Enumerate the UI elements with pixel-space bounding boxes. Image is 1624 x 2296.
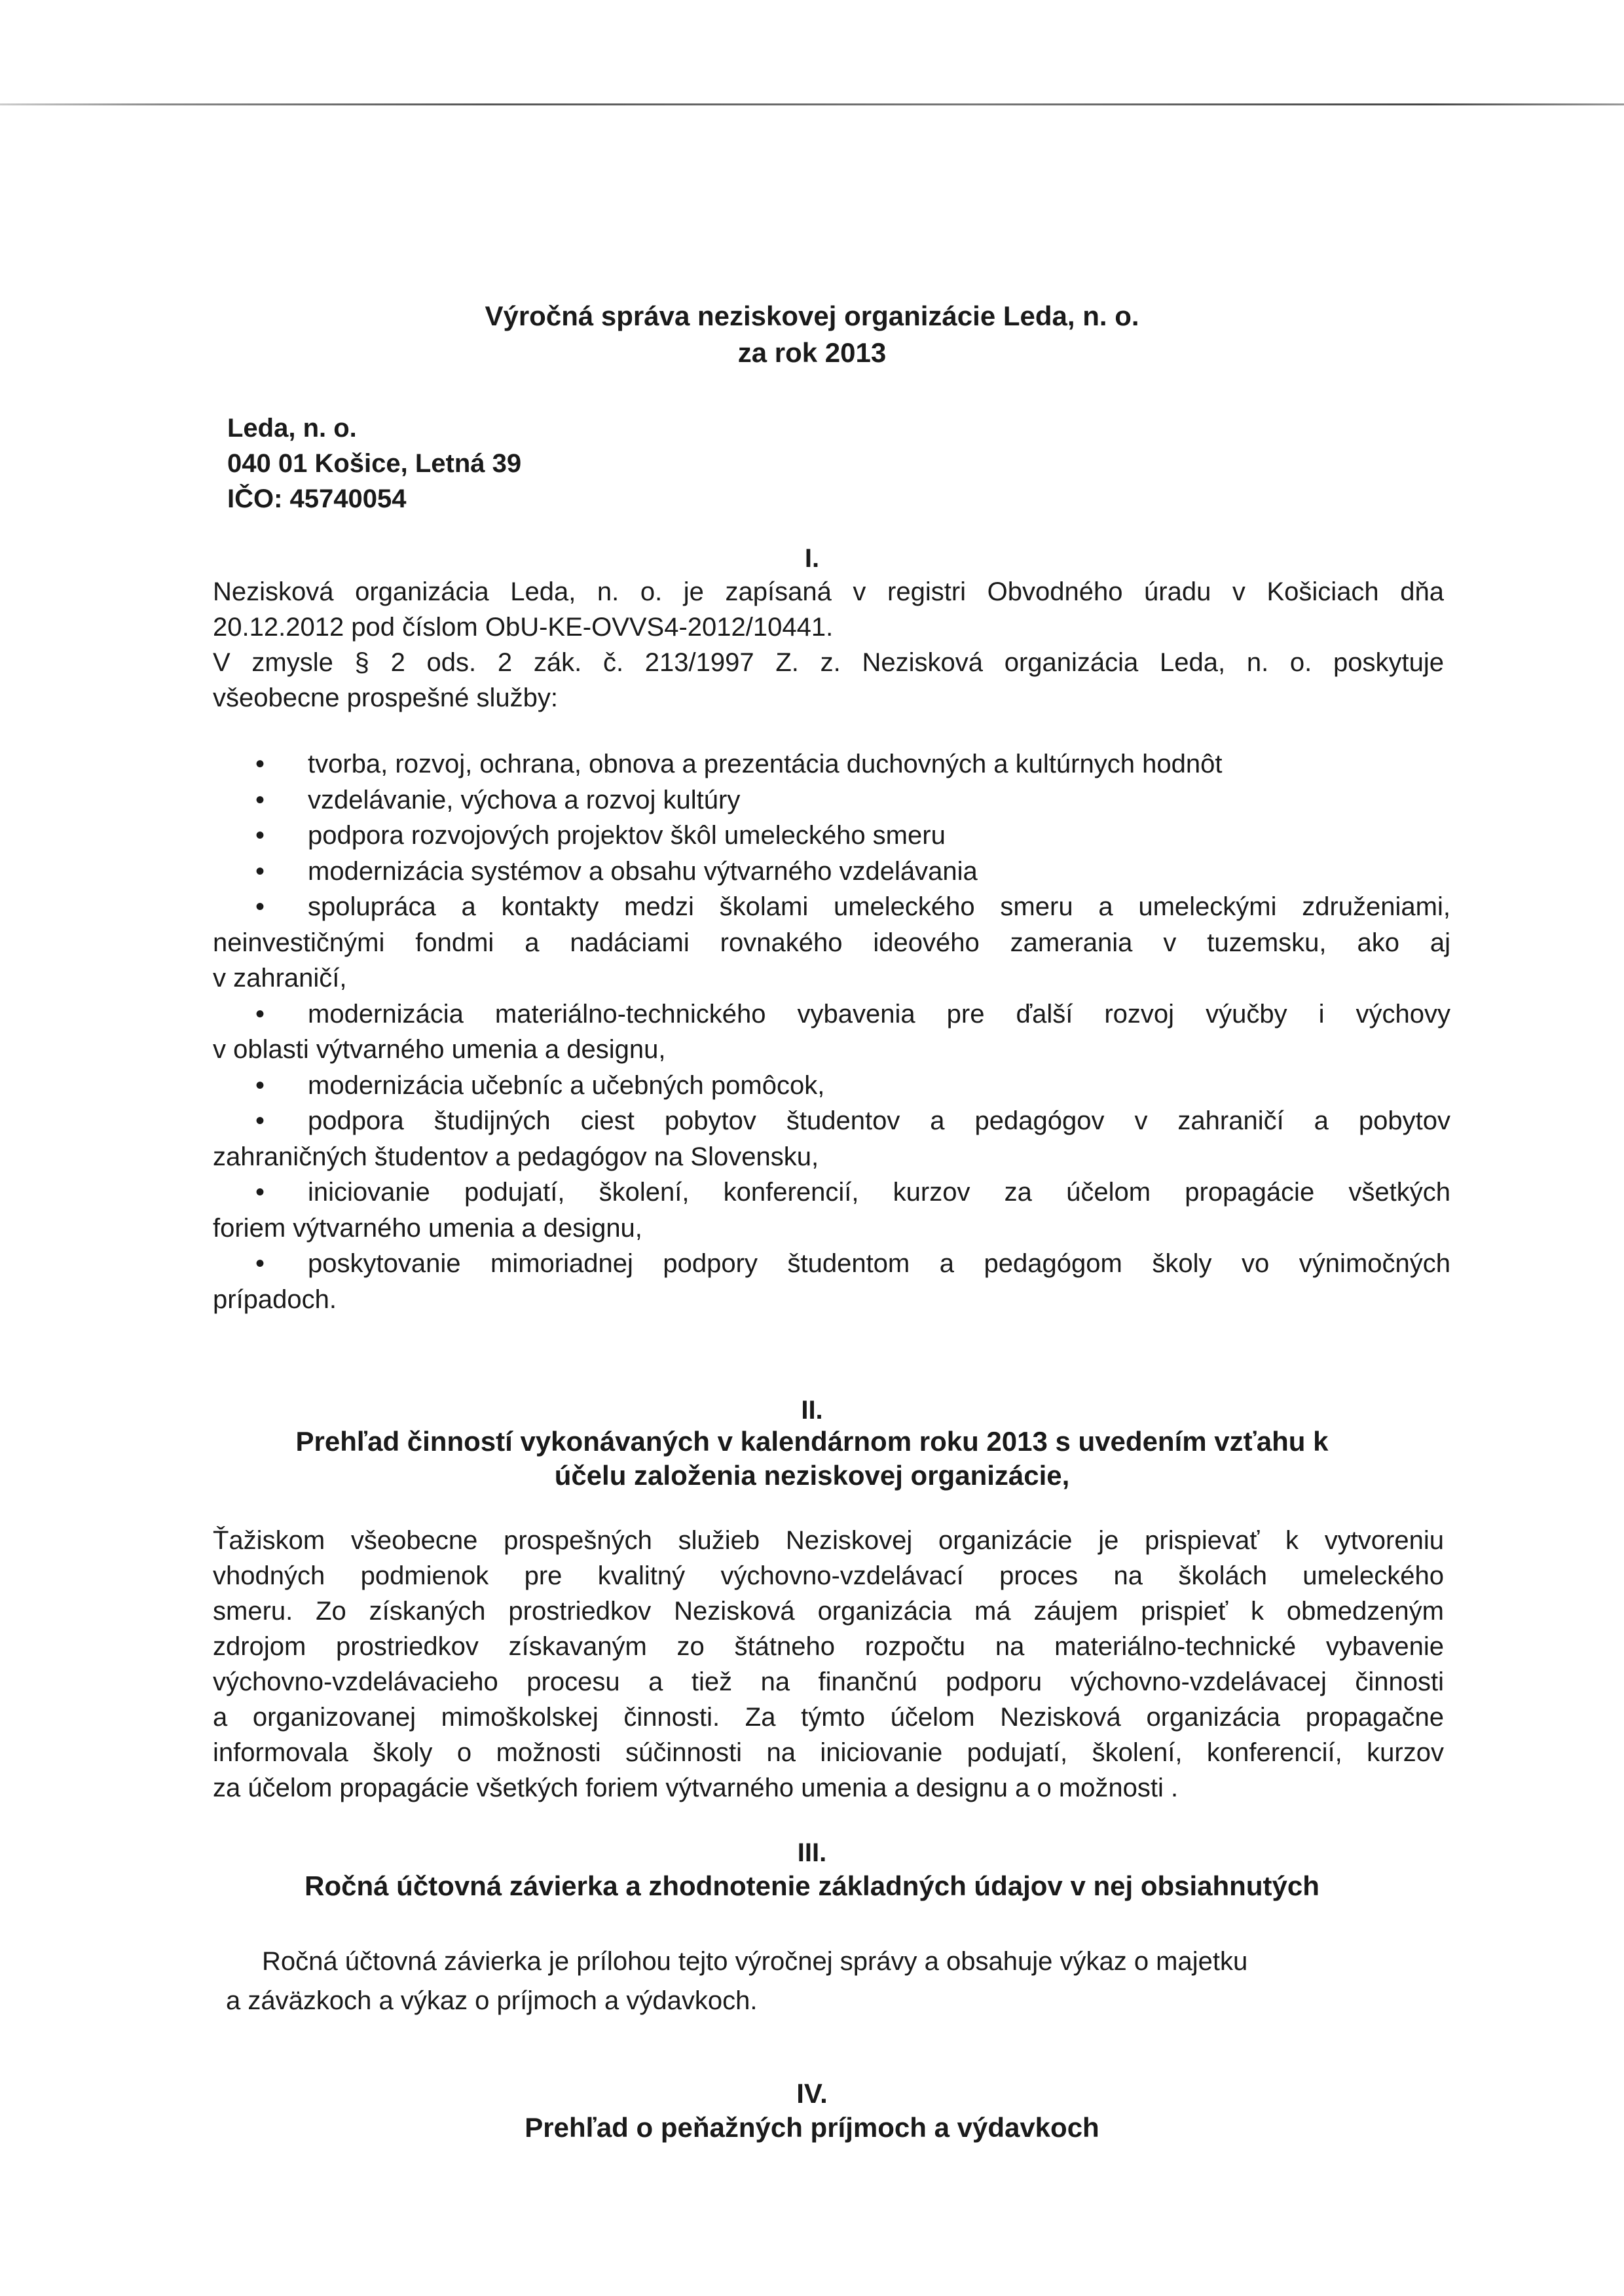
section-3-paragraph [226,1942,1444,2020]
service-bullet-item [213,818,1450,854]
bullet-text: neinvestičnými fondmi a nadáciami rovnakého ideového zamerania v tuzemsku, ako aj [213,928,1450,957]
paragraph-line: Nezisková organizácia Leda, n. o. je zapísaná v registri Obvodného úradu v Košiciach dňa [213,577,1444,606]
paragraph-line: 20.12.2012 pod číslom ObU-KE-OVVS4-2012/10441. [213,613,834,642]
paragraph-line: informovala školy o možnosti súčinnosti na iniciovanie podujatí, školení, konferencií, kurzov [213,1738,1444,1767]
bullet-icon: • [255,1178,265,1207]
bullet-icon: • [255,856,265,886]
bullet-text: prípadoch. [213,1285,337,1314]
paragraph-line: smeru. Zo získaných prostriedkov Nezisková organizácia má záujem prispieť k obmedzeným [213,1597,1444,1626]
service-bullet-item [213,854,1450,890]
paragraph-line: a organizovanej mimoškolskej činnosti. Za týmto účelom Nezisková organizácia propagačne [213,1703,1444,1732]
bullet-line [213,1175,1450,1211]
bullet-text: podpora študijných ciest pobytov študentov a pedagógov v zahraničí a pobytov [308,1106,1450,1135]
bullet-line [213,1246,1450,1282]
paragraph-line: vhodných podmienok pre kvalitný výchovno-vzdelávací proces na školách umeleckého [213,1561,1444,1590]
paragraph-line: výchovno-vzdelávacieho procesu a tiež na finančnú podporu výchovno-vzdelávacej činnosti [213,1667,1444,1696]
section-2-paragraph [213,1523,1444,1806]
paragraph-line: V zmysle § 2 ods. 2 zák. č. 213/1997 Z. z. Nezisková organizácia Leda, n. o. poskytuje [213,648,1444,677]
services-bullet-list [213,746,1450,1317]
title-line-2: za rok 2013 [737,337,887,368]
bullet-text: modernizácia materiálno-technického vybavenia pre ďalší rozvoj výučby i výchovy [308,999,1450,1029]
bullet-line [213,1068,1450,1104]
bullet-text: poskytovanie mimoriadnej podpory študentom a pedagógom školy vo výnimočných [308,1249,1450,1278]
paragraph-line: Ťažiskom všeobecne prospešných služieb Neziskovej organizácie je prispievať k vytvoreniu [213,1526,1444,1555]
bullet-text: vzdelávanie, výchova a rozvoj kultúry [308,785,741,814]
service-bullet-item [213,746,1450,782]
section-2-number: II. [801,1396,823,1425]
bullet-icon: • [255,1070,265,1100]
paragraph-line: Ročná účtovná závierka je prílohou tejto výročnej správy a obsahuje výkaz o majetku [262,1947,1248,1976]
heading-line: účelu založenia neziskovej organizácie, [554,1460,1070,1491]
bullet-continuation-line [213,1032,1450,1068]
section-4-heading: Prehľad o peňažných príjmoch a výdavkoch [525,2112,1099,2143]
heading-line: Prehľad činností vykonávaných v kalendárnom roku 2013 s uvedením vzťahu k [295,1426,1329,1457]
bullet-icon: • [255,1249,265,1278]
bullet-icon: • [255,999,265,1029]
org-address: 040 01 Košice, Letná 39 [227,449,522,478]
bullet-icon: • [255,1106,265,1135]
section-4-number: IV. [796,2078,828,2109]
scan-edge-line [0,103,1624,105]
paragraph-line: všeobecne prospešné služby: [213,683,558,712]
address-block [227,410,521,517]
section-2-heading [0,1425,1624,1493]
section-3-heading: Ročná účtovná závierka a zhodnotenie základných údajov v nej obsiahnutých [304,1870,1320,1901]
bullet-text: foriem výtvarného umenia a designu, [213,1213,642,1243]
bullet-line [213,1103,1450,1139]
service-bullet-item [213,1175,1450,1246]
bullet-text: v zahraničí, [213,964,347,993]
bullet-line [213,854,1450,890]
bullet-continuation-line [213,1139,1450,1175]
service-bullet-item [213,889,1450,996]
bullet-text: v oblasti výtvarného umenia a designu, [213,1035,666,1064]
bullet-text: spolupráca a kontakty medzi školami umeleckého smeru a umeleckými združeniami, [308,892,1450,921]
service-bullet-item [213,782,1450,818]
bullet-line [213,782,1450,818]
bullet-continuation-line [213,960,1450,996]
bullet-continuation-line [213,925,1450,961]
document-title [0,298,1624,371]
org-ico: IČO: 45740054 [227,484,407,513]
bullet-line [213,818,1450,854]
bullet-text: modernizácia učebníc a učebných pomôcok, [308,1070,825,1100]
paragraph-line: zdrojom prostriedkov získavaným zo štátneho rozpočtu na materiálno-technické vybavenie [213,1632,1444,1661]
service-bullet-item [213,1246,1450,1317]
bullet-line [213,746,1450,782]
paragraph-line: za účelom propagácie všetkých foriem výtvarného umenia a designu a o možnosti . [213,1774,1179,1802]
bullet-line [213,889,1450,925]
section-1-number: I. [804,544,820,573]
bullet-text: podpora rozvojových projektov škôl umeleckého smeru [308,821,946,850]
bullet-icon: • [255,785,265,814]
bullet-icon: • [255,750,265,778]
bullet-continuation-line [213,1282,1450,1318]
section-1-paragraph [213,574,1444,716]
bullet-line [213,996,1450,1032]
org-name: Leda, n. o. [227,414,357,443]
service-bullet-item [213,1068,1450,1104]
service-bullet-item [213,1103,1450,1175]
section-3-number: III. [797,1838,827,1867]
paragraph-line: a záväzkoch a výkaz o príjmoch a výdavkoch. [226,1986,758,2015]
bullet-text: zahraničných študentov a pedagógov na Slovensku, [213,1142,819,1171]
bullet-text: modernizácia systémov a obsahu výtvarného vzdelávania [308,856,978,886]
service-bullet-item [213,996,1450,1068]
bullet-text: tvorba, rozvoj, ochrana, obnova a prezentácia duchovných a kultúrnych hodnôt [308,750,1223,778]
bullet-continuation-line [213,1211,1450,1247]
bullet-text: iniciovanie podujatí, školení, konferencií, kurzov za účelom propagácie všetkých [308,1178,1450,1207]
bullet-icon: • [255,821,265,850]
bullet-icon: • [255,892,265,921]
title-line-1: Výročná správa neziskovej organizácie Leda, n. o. [485,301,1139,331]
